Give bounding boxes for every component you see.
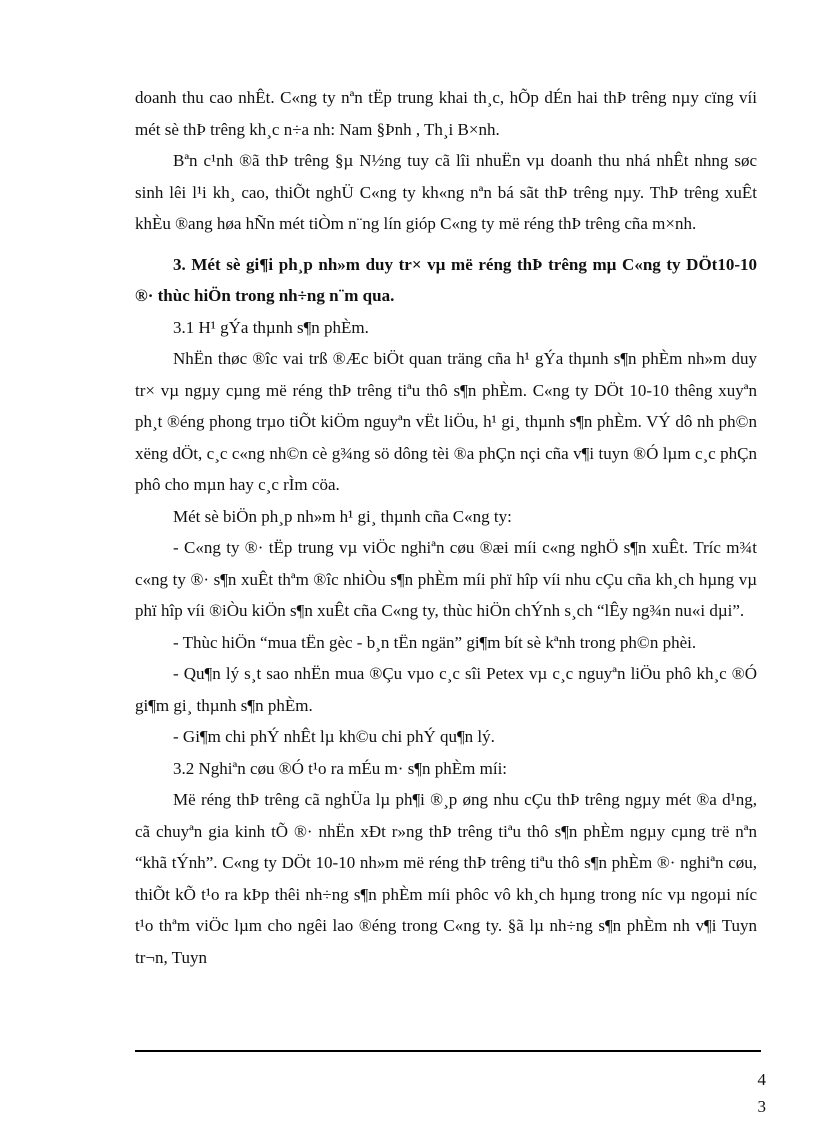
paragraph-new-products: Më réng thÞ trêng cã nghÜa lµ ph¶i ®¸p øng nhu cÇu thÞ trêng ngµy mét ®a d¹ng, cã chuyªn gia kinh tÕ ®· nhËn xÐt r»ng thÞ trêng tiªu thô s¶n phÈm ngµy cµng trë nªn “khã tÝnh”. C«ng ty DÖt 10-10 nh»m më réng thÞ trêng tiªu thô s¶n phÈm ®· nghiªn cøu, thiÕt kÕ t¹o ra kÞp thêi nh÷ng s¶n phÈm míi phôc vô kh¸ch hµng trong níc vµ ngoµi níc t¹o thªm viÖc lµm cho ngêi lao ®éng trong C«ng ty. §ã lµ nh÷ng s¶n phÈm nh v¶i Tuyn tr¬n, Tuyn	[135, 790, 757, 967]
paragraph-cost-reduction: NhËn thøc ®îc vai trß ®Æc biÖt quan träng cña h¹ gÝa thµnh s¶n phÈm nh»m duy tr× vµ ngµy cµng më réng thÞ trêng tiªu thô s¶n phÈm. C«ng ty DÖt 10-10 thêng xuyªn ph¸t ®éng phong trµo tiÕt kiÖm nguyªn vËt liÖu, h¹ gi¸ thµnh s¶n phÈm. VÝ dô nh ph©n xëng dÖt, c¸c c«ng nh©n cè g¾ng sö dông tèi ®a phÇn nçi cña v¶i tuyn ®Ó lµm c¸c phÇn phô cho mµn hay c¸c rÌm cöa.	[135, 349, 757, 494]
paragraph-measures-intro: Mét sè biÖn ph¸p nh»m h¹ gi¸ thµnh cña C«ng ty:	[173, 506, 512, 526]
list-item-cost-cut: - Gi¶m chi phÝ nhÊt lµ kh©u chi phÝ qu¶n lý.	[173, 727, 495, 746]
list-item-buy-sell: - Thùc hiÖn “mua tËn gèc - b¸n tËn ngän” gi¶m bít sè kªnh trong ph©n phèi.	[173, 632, 697, 652]
page-number	[758, 1066, 767, 1120]
subsection-heading-3-2: 3.2 Nghiªn cøu ®Ó t¹o ra mÉu m· s¶n phÈm míi:	[173, 758, 508, 778]
page-number-line-1: 4	[757, 1070, 766, 1089]
footer-divider	[135, 1050, 761, 1052]
body-text	[135, 82, 757, 973]
paragraph-market-focus: doanh thu cao nhÊt. C«ng ty nªn tËp trung khai th¸c, hÕp dÉn hai thÞ trêng nµy cïng víi mét sè thÞ trêng kh¸c n÷a nh: Nam §Þnh , Th¸i B×nh.	[135, 88, 757, 139]
list-item-management: - Qu¶n lý s¸t sao nhËn mua ®Çu vµo c¸c sîi Petex vµ c¸c nguyªn liÖu phô kh¸c ®Ó gi¶m gi¸ thµnh s¶n phÈm.	[135, 664, 757, 715]
section-heading-3: 3. Mét sè gi¶i ph¸p nh»m duy tr× vµ më réng thÞ trêng mµ C«ng ty DÖt10-10 ®· thùc hiÖn trong nh÷ng n¨m qua.	[135, 254, 757, 305]
paragraph-da-nang-market: Bªn c¹nh ®ã thÞ trêng §µ N½ng tuy cã lîi nhuËn vµ doanh thu nhá nhÊt nhng søc sinh lêi l¹i kh¸ cao, thiÕt nghÜ C«ng ty kh«ng nªn bá sãt thÞ trêng nµy. ThÞ trêng xuÊt khÈu ®ang høa hÑn mét tiÒm n¨ng lín gióp C«ng ty më réng thÞ trêng cña m×nh.	[135, 151, 757, 233]
subsection-heading-3-1: 3.1 H¹ gÝa thµnh s¶n phÈm.	[173, 317, 369, 337]
page-number-line-2: 3	[757, 1097, 766, 1116]
list-item-technology: - C«ng ty ®· tËp trung vµ viÖc nghiªn cøu ®æi míi c«ng nghÖ s¶n xuÊt. Tríc m¾t c«ng ty ®· s¶n xuÊt thªm ®îc nhiÒu s¶n phÈm míi phï hîp víi nhu cÇu cña kh¸ch hµng vµ phï hîp víi ®iÒu kiÖn s¶n xuÊt cña C«ng ty, thùc hiÖn chÝnh s¸ch “lÊy ng¾n nu«i dµi”.	[135, 538, 757, 620]
